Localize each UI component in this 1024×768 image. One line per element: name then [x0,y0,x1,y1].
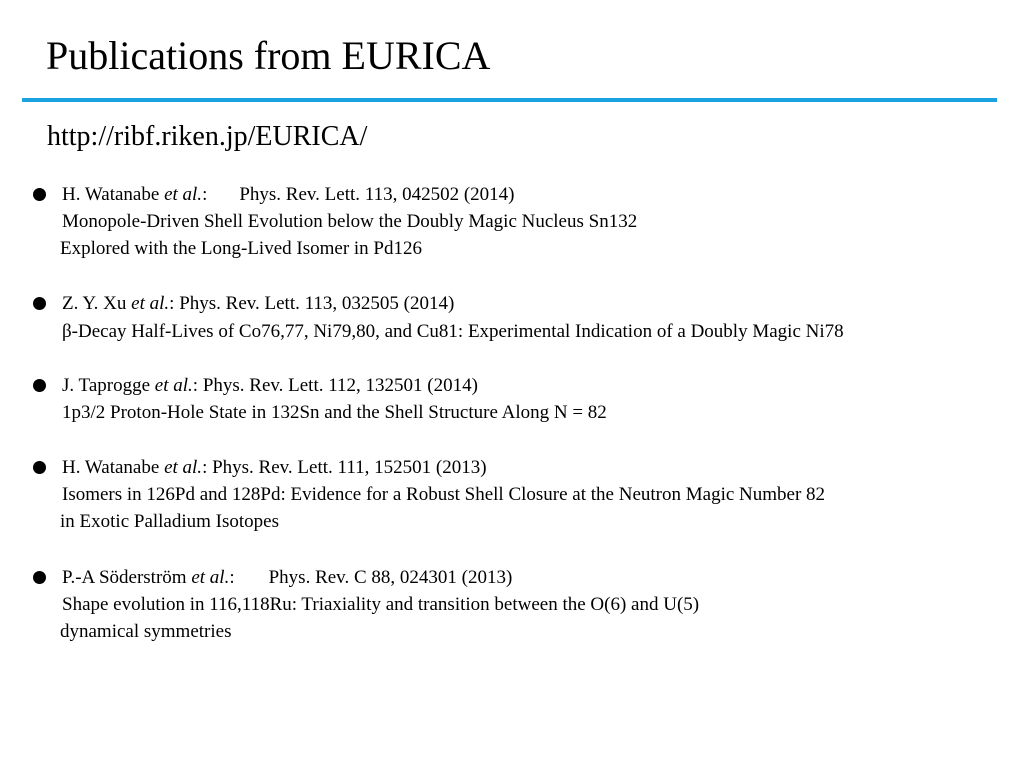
et-al-text: et al. [154,375,193,396]
separator-text: : [202,184,208,205]
publication-title-line: dynamical symmetries [60,621,232,642]
publication-journal: Phys. Rev. Lett. 113, 032505 (2014) [179,293,455,314]
et-al-text: et al. [164,184,203,205]
separator-text: : [202,457,213,478]
title-divider [22,98,997,102]
et-al-text: et al. [131,293,170,314]
slide-title: Publications from EURICA [46,33,491,78]
publication-title-line: in Exotic Palladium Isotopes [60,511,280,532]
publication-title-line: β-Decay Half-Lives of Co76,77, Ni79,80, and Cu81: Experimental Indication of a Doubly Magic Ni78 [62,321,844,342]
publication-author: H. Watanabe [62,184,165,205]
publication-title-line: Isomers in 126Pd and 128Pd: Evidence for a Robust Shell Closure at the Neutron Magic Number 82 [62,484,826,505]
bullet-icon [33,571,46,584]
bullet-icon [33,379,46,392]
publication-citation [62,373,478,399]
bullet-icon [33,188,46,201]
publication-citation [62,291,454,317]
separator-text: : [229,567,235,588]
separator-text: : [169,293,180,314]
eurica-url[interactable]: http://ribf.riken.jp/EURICA/ [47,121,368,152]
publication-journal: Phys. Rev. Lett. 111, 152501 (2013) [212,457,487,478]
publication-journal: Phys. Rev. Lett. 113, 042502 (2014) [239,184,515,205]
bullet-icon [33,461,46,474]
bullet-icon [33,297,46,310]
et-al-text: et al. [191,567,230,588]
publication-citation [62,455,487,481]
publication-author: P.-A Söderström [62,567,192,588]
publication-citation [62,565,512,591]
publication-author: Z. Y. Xu [62,293,132,314]
publication-title-line: Monopole-Driven Shell Evolution below the Doubly Magic Nucleus Sn132 [62,211,638,232]
publication-author: J. Taprogge [62,375,155,396]
et-al-text: et al. [164,457,203,478]
publication-citation [62,182,514,208]
publication-title-line: Shape evolution in 116,118Ru: Triaxiality and transition between the O(6) and U(5) [62,594,700,615]
publication-title-line: Explored with the Long-Lived Isomer in Pd126 [60,238,422,259]
publication-journal: Phys. Rev. C 88, 024301 (2013) [268,567,513,588]
publication-title-line: 1p3/2 Proton-Hole State in 132Sn and the Shell Structure Along N = 82 [62,402,607,423]
publication-author: H. Watanabe [62,457,165,478]
separator-text: : [192,375,203,396]
publication-journal: Phys. Rev. Lett. 112, 132501 (2014) [202,375,478,396]
